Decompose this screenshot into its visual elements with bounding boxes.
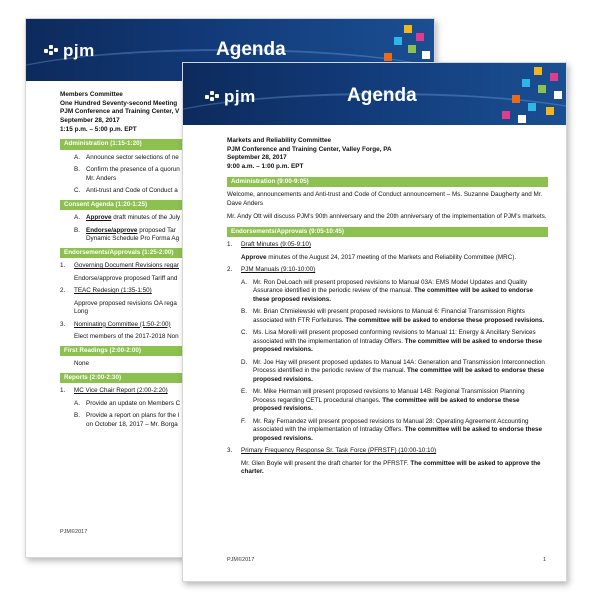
list-item: F. Mr. Ray Fernandez will present proposed revisions to Manual 28: Operating Agreement Accounting associated with the implementation of Intraday Offers. The committee will be asked to endorse these proposed revisions.: [241, 417, 542, 442]
section-heading: Administration (9:00-9:05): [227, 177, 548, 188]
list-item: B. Endorse/approve proposed Tar Dynamic Schedule Pro Forma Ag: [74, 226, 180, 243]
pjm-logo: [44, 41, 95, 61]
agenda-link[interactable]: TEAC Redesign (1:35-1:50): [74, 287, 152, 295]
section-heading: Reports (2:00-2:30): [60, 373, 420, 384]
page-footer: PJM©2017: [60, 529, 88, 535]
list-item: A. Provide an update on Members C: [74, 399, 181, 407]
pjm-logo-mark-icon: [205, 91, 221, 103]
header-banner: [183, 63, 566, 125]
page-number: 1: [542, 557, 546, 563]
decorative-squares: [476, 63, 566, 125]
list-item: 2. TEAC Redesign (1:35-1:50): [60, 287, 420, 296]
list-item: B. Provide a report on plans for the l on October 18, 2017 – Mr. Borga: [74, 412, 180, 428]
list-item: 1. MC Vice Chair Report (2:00-2:20): [60, 387, 420, 396]
pjm-logo-mark-icon: [44, 45, 60, 57]
list-item: 3. Nominating Committee (1:50-2:00): [60, 321, 420, 330]
section-heading: First Readings (2:00-2:00): [60, 346, 420, 357]
list-item: B. Mr. Brian Chmielewski will present proposed revisions to Manual 6: Financial Transmission Rights associated with FTR Forfeitures. The committee will be asked to endorse these proposed revisions.: [241, 308, 545, 324]
agenda-content: Members Committee One Hundred Seventy-second Meeting PJM Conference and Training Center, V September 28, 2017 1:15 p.m. – 5:00 p.m. EPT Administration (1:15-1:20) A. Announce sector selections of ne B. Confirm the presence of a quorun Mr. Anders C. Anti-trust and Code of Conduct a Consent Agenda (1:20-1:25) A. Approve draft minutes of the July B. Endorse/approve proposed Tar Dynamic Schedule Pro Forma Ag Endorsements/Approvals (1:25-2:00) 1. Governing Document Revisions regar Endorse/approve proposed Tariff and 2. TEAC Redesign (1:35-1:50) Approve proposed revisions OA rega Long 3. Nominating Committee (1:50-2:00) Elect members of the 2017-2018 Non First Readings (2:00-2:00) None Reports (2:00-2:30) 1. MC Vice Chair Report (2:00-2:20) A. Provide an update on Members C B. Provide a report on plans for the l on October 18, 2017 – Mr. Borga: [26, 91, 434, 433]
agenda-link[interactable]: Primary Frequency Response Sr. Task Force (PFRSTF) (10:00-10:10): [241, 447, 437, 455]
page-footer: PJM©2017: [227, 557, 255, 563]
page-title: Agenda: [216, 39, 286, 60]
list-item: 1. Governing Document Revisions regar: [60, 262, 420, 271]
section-heading: Endorsements/Approvals (9:05-10:45): [227, 227, 548, 238]
meeting-meta: Markets and Reliability Committee PJM Conference and Training Center, Valley Forge, PA September 28, 2017 9:00 a.m. – 1:00 p.m. EPT: [227, 137, 392, 170]
paragraph: Mr. Andy Ott will discuss PJM's 90th anniversary and the 20th anniversary of the implementation of PJM's markets.: [227, 213, 547, 221]
list-item: 2. PJM Manuals (9:10-10:00): [227, 266, 548, 275]
list-item: E. Mr. Mike Herman will present proposed revisions to Manual 14B: Regional Transmission Planning Process regarding CETL procedural changes. The committee will be asked to endorse these proposed revisions.: [241, 388, 525, 413]
logo-text: pjm: [224, 87, 256, 106]
agenda-link[interactable]: PJM Manuals (9:10-10:00): [241, 266, 316, 274]
paragraph: Welcome, announcements and Anti-trust and Code of Conduct announcement – Ms. Suzanne Daugherty and Mr. Dave Anders: [227, 191, 543, 207]
list-item: A. Approve draft minutes of the July: [74, 214, 181, 222]
list-item: 1. Draft Minutes (9:05-9:10): [227, 241, 548, 250]
logo-text: pjm: [63, 41, 95, 60]
list-item: 3. Primary Frequency Response Sr. Task Force (PFRSTF) (10:00-10:10): [227, 447, 548, 456]
agenda-content: Markets and Reliability Committee PJM Conference and Training Center, Valley Forge, PA September 28, 2017 9:00 a.m. – 1:00 p.m. EPT Administration (9:00-9:05) Welcome, announcements and Anti-trust and Code of Conduct announcement – Ms. Suzanne Daugherty and Mr. Dave Anders Mr. Andy Ott will discuss PJM's 90th anniversary and the 20th anniversary of the implementation of PJM's markets. Endorsements/Approvals (9:05-10:45) 1. Draft Minutes (9:05-9:10) Approve minutes of the August 24, 2017 meeting of the Markets and Reliability Committee (MRC). 2. PJM Manuals (9:10-10:00) A. Mr. Ron DeLoach will present proposed revisions to Manual 03A: EMS Model Updates and Quality Assurance identified in the periodic review of the manual. The committee will be asked to endorse these proposed revisions. B. Mr. Brian Chmielewski will present proposed revisions to Manual 6: Financial Transmission Rights associated with FTR Forfeitures. The committee will be asked to endorse these proposed revisions. C. Ms. Lisa Morelli will present proposed conforming revisions to Manual 11: Energy & Ancillary Services associated with the implementation of Intraday Offers. The committee will be asked to endorse these proposed revisions. D. Mr. Joe Hay will present proposed updates to Manual 14A: Generation and Transmission Interconnection Process identified in the periodic review of the manual. The committee will be asked to endorse these proposed revisions. E. Mr. Mike Herman will present proposed revisions to Manual 14B: Regional Transmission Planning Process regarding CETL procedural changes. The committee will be asked to endorse these proposed revisions. F. Mr. Ray Fernandez will present proposed revisions to Manual 28: Operating Agreement Accounting associated with the implementation of Intraday Offers. The committee will be asked to endorse these proposed revisions. 3. Primary Frequency Response Sr. Task Force (PFRSTF) (10:00-10:10) Mr. Glen Boyle will present the draft charter for the PFRSTF. The committee will be asked to approve the charter.: [227, 137, 547, 476]
list-item: C. Anti-trust and Code of Conduct a: [74, 187, 178, 195]
meeting-meta: Members Committee One Hundred Seventy-second Meeting PJM Conference and Training Center, V September 28, 2017 1:15 p.m. – 5:00 p.m. EPT: [60, 91, 180, 133]
list-item: A. Announce sector selections of ne: [74, 153, 179, 161]
agenda-link[interactable]: Draft Minutes (9:05-9:10): [241, 241, 311, 249]
section-heading: Administration (1:15-1:20): [60, 139, 420, 150]
agenda-link[interactable]: MC Vice Chair Report (2:00-2:20): [74, 387, 168, 395]
section-heading: Endorsements/Approvals (1:25-2:00): [60, 248, 420, 259]
list-item: C. Ms. Lisa Morelli will present proposed conforming revisions to Manual 11: Energy & Ancillary Services associated with the implementation of Intraday Offers. The committee will be asked to endorse these proposed revisions.: [241, 329, 542, 354]
pjm-logo: [205, 87, 256, 107]
list-item: D. Mr. Joe Hay will present proposed updates to Manual 14A: Generation and Transmission Interconnection Process identified in the periodic review of the manual. The committee will be asked to endorse these proposed revisions.: [241, 358, 545, 383]
list-item: A. Mr. Ron DeLoach will present proposed revisions to Manual 03A: EMS Model Updates and Quality Assurance identified in the periodic review of the manual. The committee will be asked to endorse these proposed revisions.: [241, 278, 533, 303]
agenda-link[interactable]: Nominating Committee (1:50-2:00): [74, 320, 171, 328]
section-heading: Consent Agenda (1:20-1:25): [60, 200, 420, 211]
agenda-link[interactable]: Governing Document Revisions regar: [74, 262, 179, 270]
agenda-page-front: [182, 62, 567, 582]
list-item: B. Confirm the presence of a quorun Mr. Anders: [74, 166, 180, 182]
page-title: Agenda: [347, 85, 417, 106]
